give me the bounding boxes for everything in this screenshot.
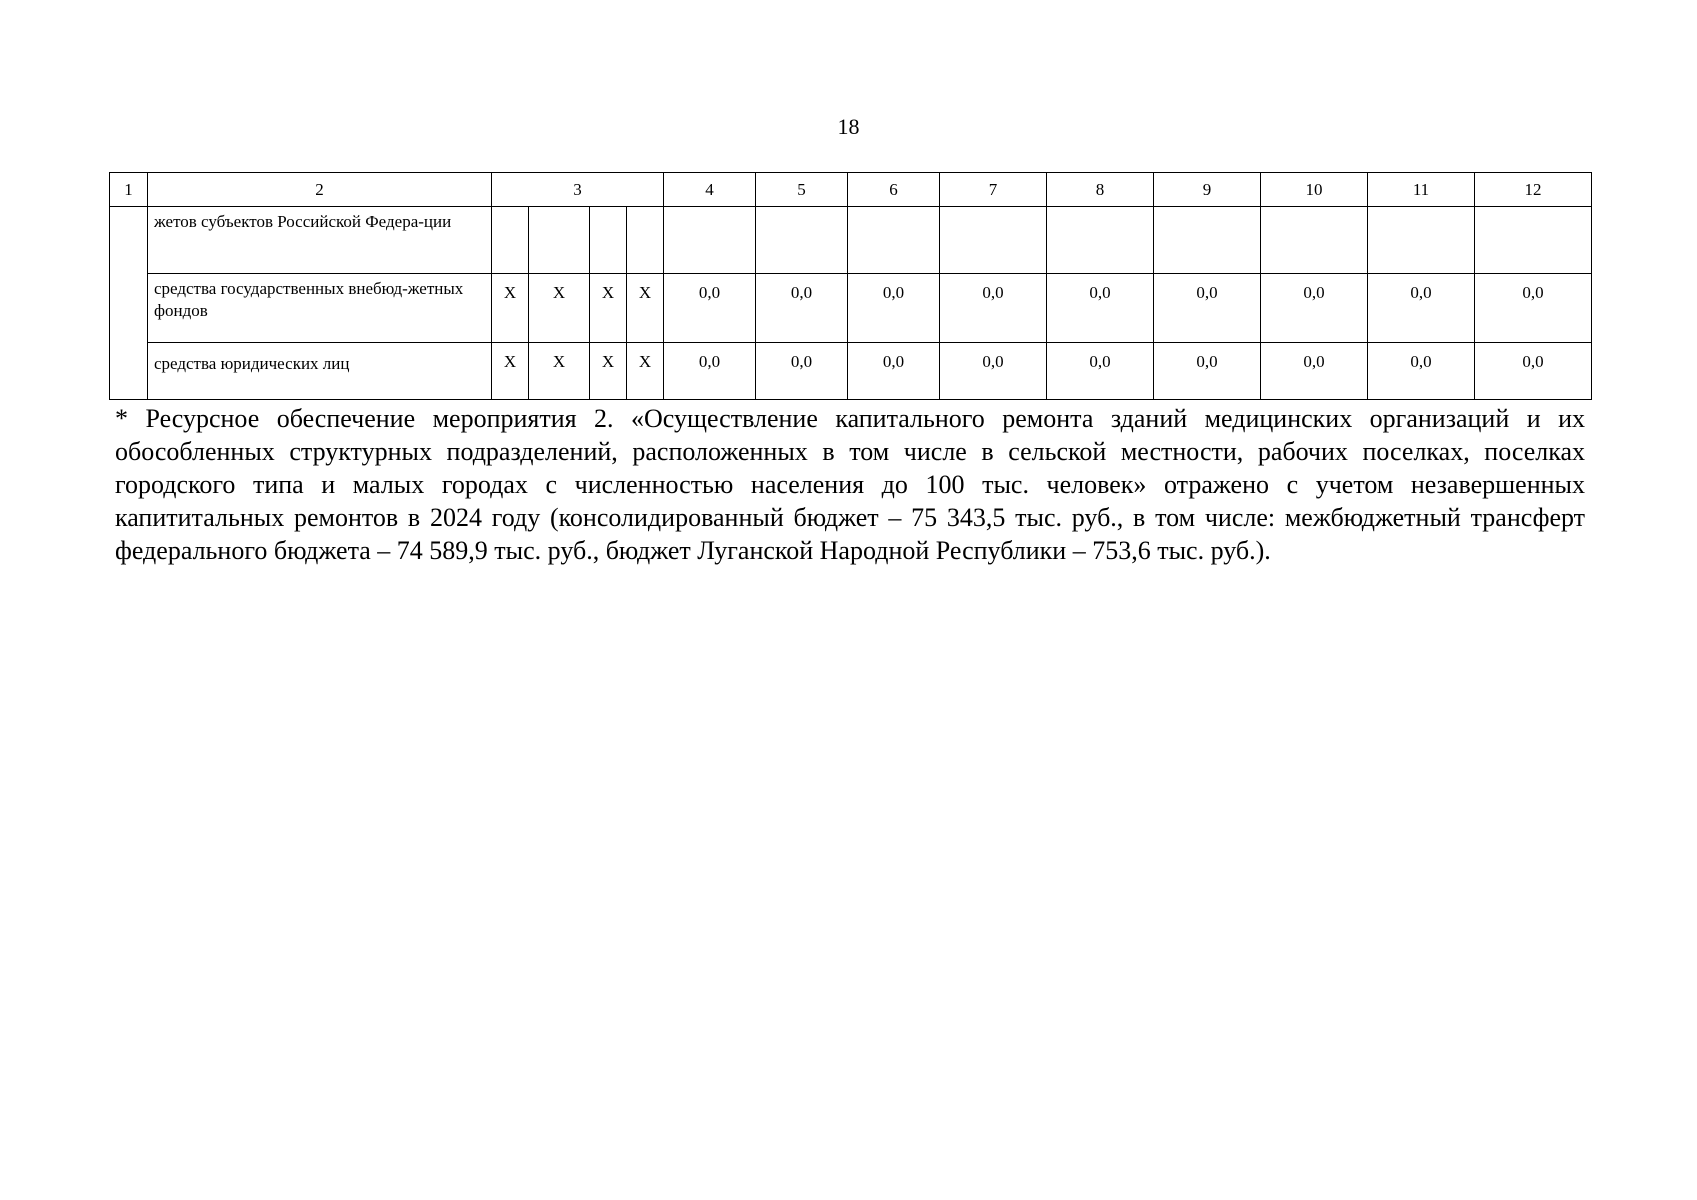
header-cell: 9 — [1154, 173, 1261, 207]
header-cell: 4 — [664, 173, 756, 207]
header-cell: 6 — [848, 173, 940, 207]
value-cell: 0,0 — [1047, 274, 1154, 343]
value-cell: 0,0 — [940, 343, 1047, 400]
x-mark-cell: Х — [529, 343, 590, 400]
header-cell: 11 — [1368, 173, 1475, 207]
value-cell — [756, 207, 848, 274]
x-mark-cell: Х — [492, 274, 529, 343]
row-label: жетов субъектов Российской Федера-ции — [148, 207, 492, 274]
header-cell: 7 — [940, 173, 1047, 207]
x-mark-cell — [590, 207, 627, 274]
x-mark-cell: Х — [492, 343, 529, 400]
row-label: средства государственных внебюд-жетных фондов — [148, 274, 492, 343]
value-cell — [848, 207, 940, 274]
table-row — [110, 207, 1592, 274]
value-cell: 0,0 — [848, 274, 940, 343]
value-cell — [1368, 207, 1475, 274]
header-cell: 2 — [148, 173, 492, 207]
x-mark-cell — [492, 207, 529, 274]
x-mark-cell: Х — [590, 343, 627, 400]
value-cell — [1261, 207, 1368, 274]
footnote-text: * Ресурсное обеспечение мероприятия 2. «Осуществление капитального ремонта зданий медицинских организаций и их обособленных структурных подразделений, расположенных в том числе в сельской местности, рабочих поселках, поселках городского типа и малых городах с численностью населения до 100 тыс. человек» отражено с учетом незавершенных капититальных ремонтов в 2024 году (консолидированный бюджет – 75 343,5 тыс. руб., в том числе: межбюджетный трансферт федерального бюджета – 74 589,9 тыс. руб., бюджет Луганской Народной Республики – 753,6 тыс. руб.). — [115, 404, 1585, 565]
table-header-row — [110, 173, 1592, 207]
value-cell: 0,0 — [848, 343, 940, 400]
value-cell: 0,0 — [1047, 343, 1154, 400]
value-cell: 0,0 — [1368, 343, 1475, 400]
x-mark-cell: Х — [627, 343, 664, 400]
value-cell: 0,0 — [664, 343, 756, 400]
x-mark-cell — [627, 207, 664, 274]
value-cell: 0,0 — [940, 274, 1047, 343]
header-cell: 5 — [756, 173, 848, 207]
header-cell: 10 — [1261, 173, 1368, 207]
header-cell: 1 — [110, 173, 148, 207]
value-cell: 0,0 — [664, 274, 756, 343]
x-mark-cell: Х — [590, 274, 627, 343]
value-cell: 0,0 — [1154, 274, 1261, 343]
row-label: средства юридических лиц — [148, 343, 492, 400]
value-cell — [940, 207, 1047, 274]
value-cell: 0,0 — [1475, 274, 1592, 343]
header-cell: 3 — [492, 173, 664, 207]
value-cell: 0,0 — [1154, 343, 1261, 400]
x-mark-cell: Х — [627, 274, 664, 343]
x-mark-cell: Х — [529, 274, 590, 343]
header-cell: 12 — [1475, 173, 1592, 207]
value-cell: 0,0 — [1261, 343, 1368, 400]
page-number: 18 — [837, 114, 860, 139]
merged-index-cell — [110, 207, 148, 400]
value-cell: 0,0 — [756, 343, 848, 400]
table-row — [110, 343, 1592, 400]
value-cell: 0,0 — [1475, 343, 1592, 400]
value-cell: 0,0 — [1368, 274, 1475, 343]
value-cell — [1154, 207, 1261, 274]
value-cell — [664, 207, 756, 274]
value-cell: 0,0 — [1261, 274, 1368, 343]
value-cell: 0,0 — [756, 274, 848, 343]
value-cell — [1047, 207, 1154, 274]
value-cell — [1475, 207, 1592, 274]
header-cell: 8 — [1047, 173, 1154, 207]
table-row — [110, 274, 1592, 343]
x-mark-cell — [529, 207, 590, 274]
resource-table — [109, 172, 1592, 400]
